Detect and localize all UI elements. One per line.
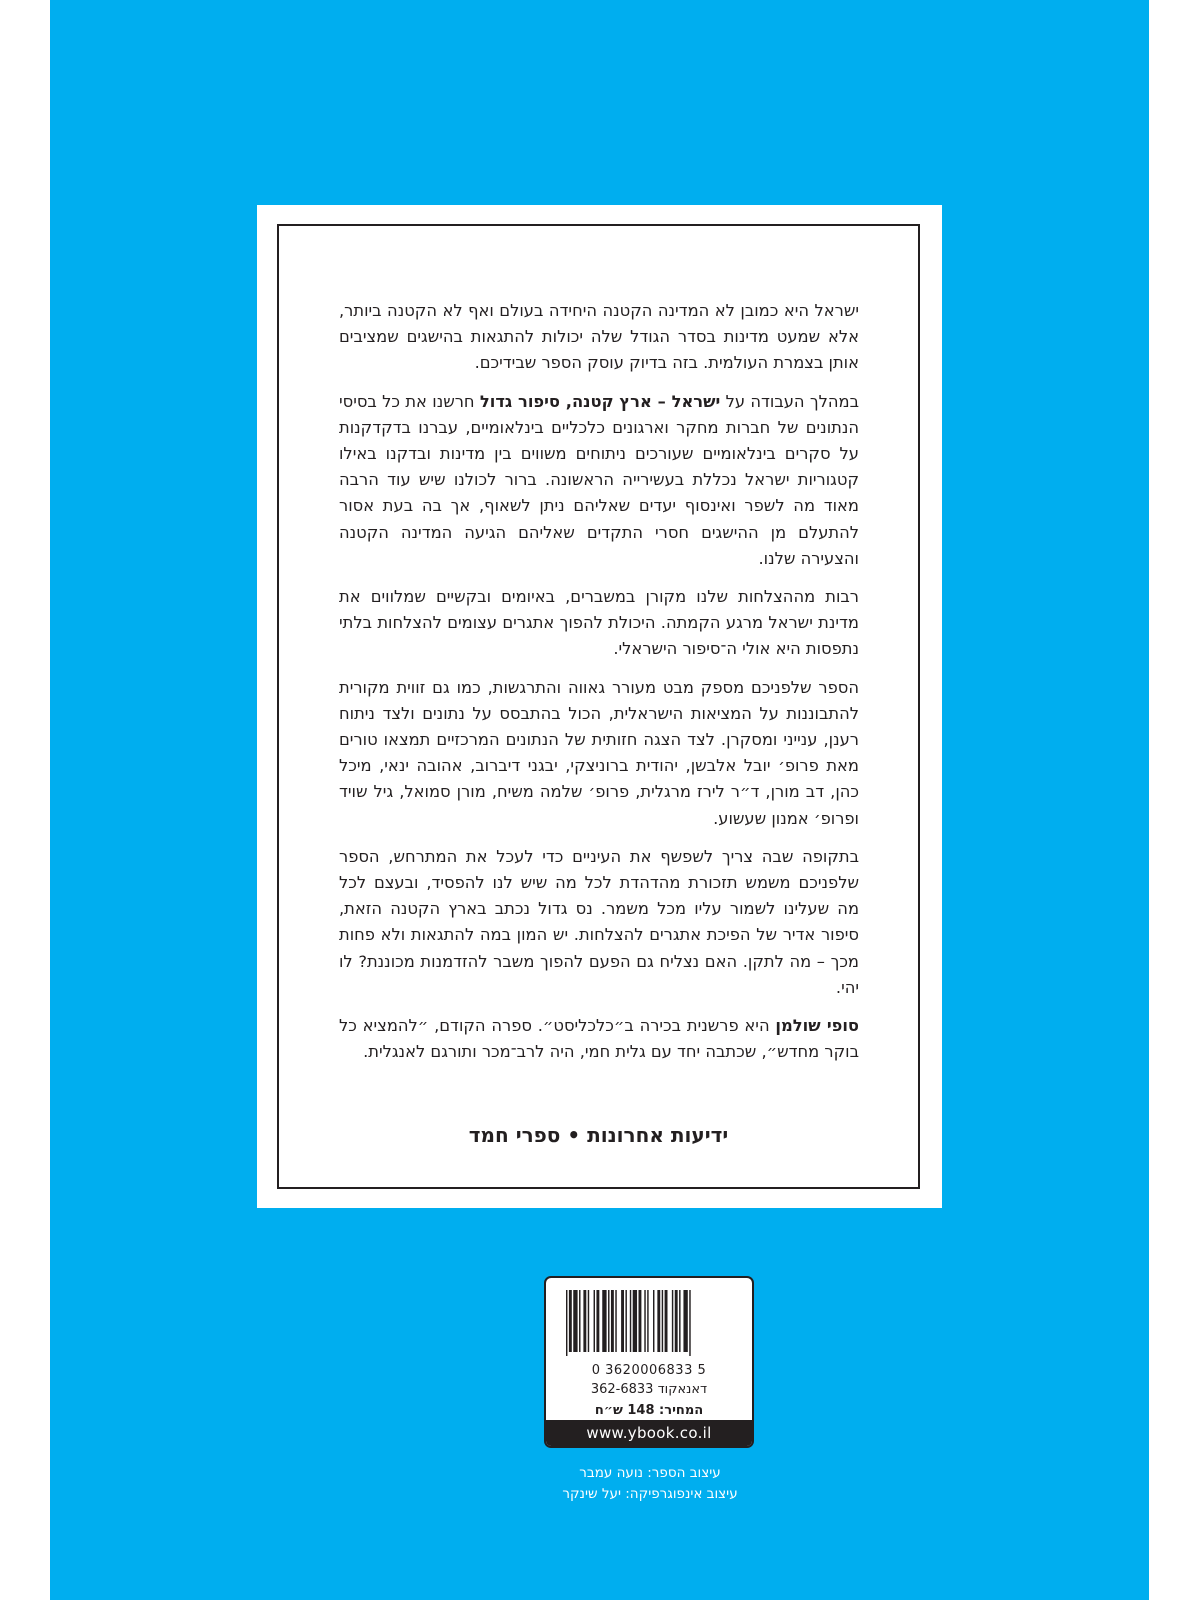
p2-intro: במהלך העבודה על — [720, 391, 860, 411]
blurb-frame — [277, 224, 920, 1189]
blurb-text — [339, 298, 859, 1077]
p2-body: חרשנו את כל בסיסי הנתונים של חברות מחקר וארגונים כלכליים בינלאומיים, עברנו בדקדקנות על סקרים בינלאומיים שעורכים ניתוחים משווים בין מדינות ובדקנו באילו קטגוריות ישראל נכללת בעשירייה הראשונה. ברור לכולנו שיש עוד הרבה מאוד מה לשפר ואינסוף יעדים שאליהם ניתן לשאוף, אך בה בעת אסור להתעלם מן ההישגים חסרי התקדים שאליהם הגיעה המדינה הקטנה והצעירה שלנו. — [339, 391, 859, 568]
author-bio — [339, 1013, 859, 1065]
blurb-paragraph-4: הספר שלפניכם מספק מבט מעורר גאווה והתרגשות, כמו גם זווית מקורית להתבוננות על המציאות הישראלית, הכול בהתבסס על נתונים ולצד ניתוח רענן, ענייני ומסקרן. לצד הצגה חזותית של הנתונים המרכזיים תמצאו טורים מאת פרופ׳ יובל אלבשן, יהודית ברוניצקי, יבגני דיברוב, אהובה ינאי, מיכל כהן, דב מורן, ד״ר לירז מרגלית, פרופ׳ שלמה משיח, מורן סמואל, גיל שויד ופרופ׳ אמנון שעשוע. — [339, 677, 859, 828]
book-back-cover — [50, 0, 1149, 1600]
author-name: סופי שולמן — [775, 1016, 859, 1036]
blurb-paragraph-5: בתקופה שבה צריך לשפשף את העיניים כדי לעכל את המתרחש, הספר שלפניכם משמש תזכורת מהדהדת לכל מה שיש לנו להפסיד, ובעצם לכל מה שעלינו לשמור עליו מכל משמר. נס גדול נכתב בארץ הקטנה הזאת, סיפור אדיר של הפיכת אתגרים להצלחות. יש המון במה להתגאות ולא פחות מכך – מה לתקן. האם נצליח גם הפעם להפוך משבר להזדמנות מכוננת? לו יהי. — [339, 846, 859, 997]
publisher-imprint: ידיעות אחרונות • ספרי חמד — [468, 1123, 729, 1147]
blurb-paragraph-3: רבות מההצלחות שלנו מקורן במשברים, באיומים ובקשיים שמלווים את מדינת ישראל מרגע הקמתה. היכולת להפוך אתגרים עצומים להצלחות בלתי נתפסות היא אולי ה־סיפור הישראלי. — [339, 587, 859, 659]
barcode-icon — [566, 1290, 732, 1356]
infographics-credit: עיצוב אינפוגרפיקה: יעל שינקר — [562, 1486, 738, 1502]
barcode-number: 0 3620006833 5 — [591, 1363, 707, 1378]
design-credit: עיצוב הספר: נועה עמבר — [579, 1465, 721, 1481]
publisher-website: www.ybook.co.il — [546, 1420, 752, 1446]
author-bio-text: היא פרשנית בכירה ב״כלכליסט״. ספרה הקודם, ״להמציא כל בוקר מחדש״, שכתבה יחד עם גלית חמי, היה לרב־מכר ותורגם לאנגלית. — [339, 1016, 859, 1062]
blurb-paragraph-1: ישראל היא כמובן לא המדינה הקטנה היחידה בעולם ואף לא הקטנה ביותר, אלא שמעט מדינות בסדר הגודל שלה יכולות להתגאות בהישגים שמציבים אותן בצמרת העולמית. בזה בדיוק עוסק הספר שבידיכם. — [339, 301, 859, 373]
blurb-paragraph-2 — [339, 389, 859, 572]
barcode-label — [544, 1276, 754, 1448]
price-label: המחיר: 148 ש״ח — [594, 1403, 704, 1418]
book-title-mention: ישראל – ארץ קטנה, סיפור גדול — [479, 391, 721, 411]
blurb-panel — [257, 205, 942, 1208]
distributor-code: דאנאקוד 362-6833 — [590, 1382, 708, 1397]
